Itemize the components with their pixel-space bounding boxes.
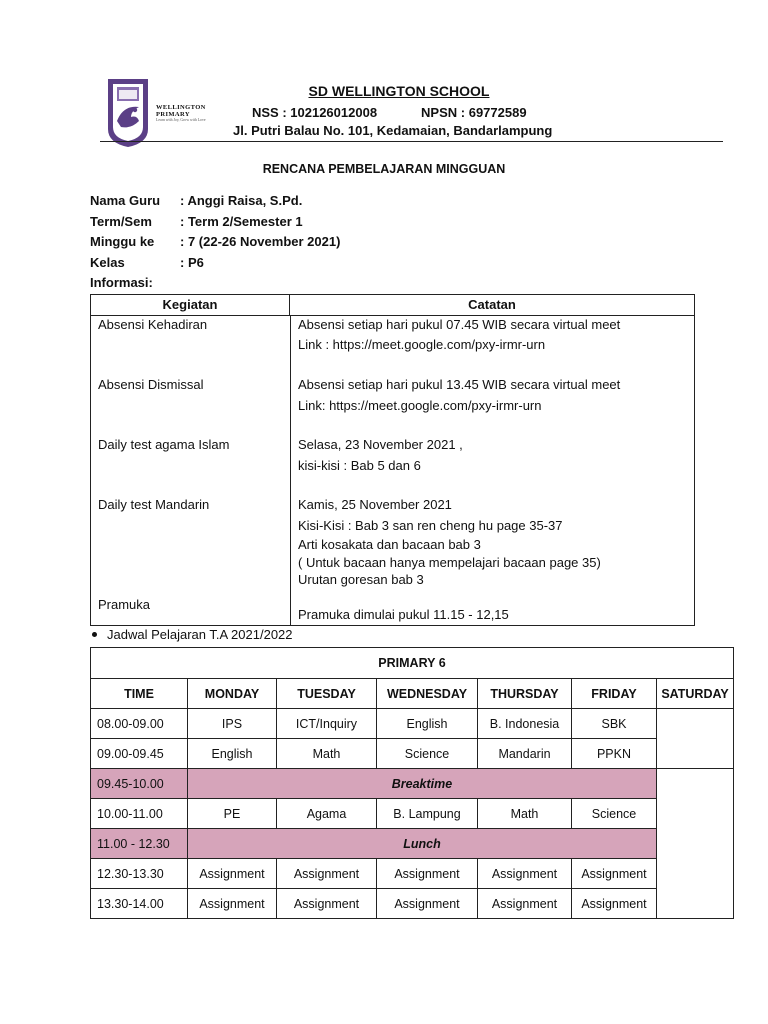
subject-cell: SBK [572, 709, 657, 739]
time-cell: 11.00 - 12.30 [91, 829, 188, 859]
saturday-empty-cell [657, 709, 734, 769]
header-divider [100, 141, 723, 142]
info-label: Term/Sem [90, 213, 152, 229]
activity-name: Pramuka [98, 597, 151, 612]
info-row [90, 234, 340, 255]
header-cell: FRIDAY [572, 679, 657, 709]
saturday-empty-cell [657, 769, 734, 919]
activity-name: Daily test agama Islam [98, 437, 230, 452]
activity-note: Selasa, 23 November 2021 , [298, 437, 463, 452]
schedule-title: PRIMARY 6 [91, 648, 734, 679]
subject-cell: English [377, 709, 478, 739]
subject-cell: English [188, 739, 277, 769]
time-cell: 08.00-09.00 [91, 709, 188, 739]
subject-cell: B. Lampung [377, 799, 478, 829]
subject-cell: Mandarin [478, 739, 572, 769]
time-cell: 09.00-09.45 [91, 739, 188, 769]
activity-note: Arti kosakata dan bacaan bab 3 [298, 537, 481, 552]
breaktime-label: Breaktime [188, 769, 657, 799]
schedule-title-row [91, 648, 734, 679]
school-address: Jl. Putri Balau No. 101, Kedamaian, Bandarlampung [233, 123, 553, 138]
header-cell: TIME [91, 679, 188, 709]
subject-cell: Assignment [277, 889, 377, 919]
info-value: : Term 2/Semester 1 [180, 213, 303, 229]
activity-name: Absensi Dismissal [98, 377, 204, 392]
registration-numbers [252, 105, 527, 120]
schedule-bullet [92, 627, 293, 642]
column-header-catatan: Catatan [468, 297, 516, 312]
activity-note: Link: https://meet.google.com/pxy-irmr-urn [298, 398, 542, 413]
schedule-header-row [91, 679, 734, 709]
activity-note: Kisi-Kisi : Bab 3 san ren cheng hu page 35-37 [298, 518, 563, 533]
document-title: RENCANA PEMBELAJARAN MINGGUAN [262, 162, 506, 176]
subject-cell: Assignment [572, 889, 657, 919]
subject-cell: PPKN [572, 739, 657, 769]
info-value: : P6 [180, 254, 204, 270]
activity-note: ( Untuk bacaan hanya mempelajari bacaan page 35) [298, 555, 601, 570]
column-header-kegiatan: Kegiatan [91, 295, 290, 315]
info-row [90, 255, 340, 276]
info-block [90, 193, 340, 296]
activity-note: Absensi setiap hari pukul 07.45 WIB secara virtual meet [298, 317, 621, 332]
lunch-row [91, 829, 734, 859]
lunch-label: Lunch [188, 829, 657, 859]
info-label: Kelas [90, 254, 125, 270]
activity-note: Pramuka dimulai pukul 11.15 - 12,15 [298, 607, 509, 622]
activities-header-row [91, 295, 694, 316]
activity-name: Absensi Kehadiran [98, 317, 208, 332]
table-row [91, 859, 734, 889]
subject-cell: ICT/Inquiry [277, 709, 377, 739]
break-row [91, 769, 734, 799]
subject-cell: Assignment [478, 859, 572, 889]
activity-note: Kamis, 25 November 2021 [298, 497, 452, 512]
header-cell: MONDAY [188, 679, 277, 709]
table-row [91, 799, 734, 829]
header-cell: TUESDAY [277, 679, 377, 709]
info-row [90, 275, 340, 296]
bullet-icon [92, 632, 97, 637]
subject-cell: Assignment [188, 889, 277, 919]
column-divider [290, 315, 291, 625]
time-cell: 09.45-10.00 [91, 769, 188, 799]
subject-cell: Assignment [377, 859, 478, 889]
subject-cell: Agama [277, 799, 377, 829]
subject-cell: IPS [188, 709, 277, 739]
subject-cell: Assignment [277, 859, 377, 889]
header-cell: WEDNESDAY [377, 679, 478, 709]
subject-cell: Math [478, 799, 572, 829]
info-label: Nama Guru [90, 193, 161, 208]
info-row [90, 193, 340, 214]
subject-cell: B. Indonesia [478, 709, 572, 739]
activity-note: Link : https://meet.google.com/pxy-irmr-urn [298, 337, 546, 352]
info-value: : Anggi Raisa, S.Pd. [180, 193, 303, 208]
schedule-caption: Jadwal Pelajaran T.A 2021/2022 [107, 627, 293, 642]
subject-cell: Assignment [572, 859, 657, 889]
header-cell: SATURDAY [657, 679, 734, 709]
npsn-number: NPSN : 69772589 [421, 105, 527, 120]
table-row [91, 739, 734, 769]
activity-note: Urutan goresan bab 3 [298, 572, 424, 587]
subject-cell: PE [188, 799, 277, 829]
header-cell: THURSDAY [478, 679, 572, 709]
activity-note: Absensi setiap hari pukul 13.45 WIB secara virtual meet [298, 377, 621, 392]
logo-wordmark: WELLINGTON PRIMARY Learn with Joy, Grow with Love [156, 104, 206, 122]
school-name: SD WELLINGTON SCHOOL [308, 83, 490, 99]
activities-table [90, 294, 695, 626]
table-row [91, 709, 734, 739]
activity-name: Daily test Mandarin [98, 497, 210, 512]
subject-cell: Science [572, 799, 657, 829]
time-cell: 10.00-11.00 [91, 799, 188, 829]
info-row [90, 214, 340, 235]
time-cell: 13.30-14.00 [91, 889, 188, 919]
subject-cell: Math [277, 739, 377, 769]
info-label: Informasi: [90, 275, 153, 290]
subject-cell: Assignment [188, 859, 277, 889]
table-row [91, 889, 734, 919]
schedule-table [90, 647, 734, 919]
info-value: : 7 (22-26 November 2021) [180, 234, 341, 249]
subject-cell: Science [377, 739, 478, 769]
info-label: Minggu ke [90, 234, 155, 249]
nss-number: NSS : 102126012008 [252, 105, 378, 120]
subject-cell: Assignment [478, 889, 572, 919]
subject-cell: Assignment [377, 889, 478, 919]
time-cell: 12.30-13.30 [91, 859, 188, 889]
activity-note: kisi-kisi : Bab 5 dan 6 [298, 458, 421, 473]
